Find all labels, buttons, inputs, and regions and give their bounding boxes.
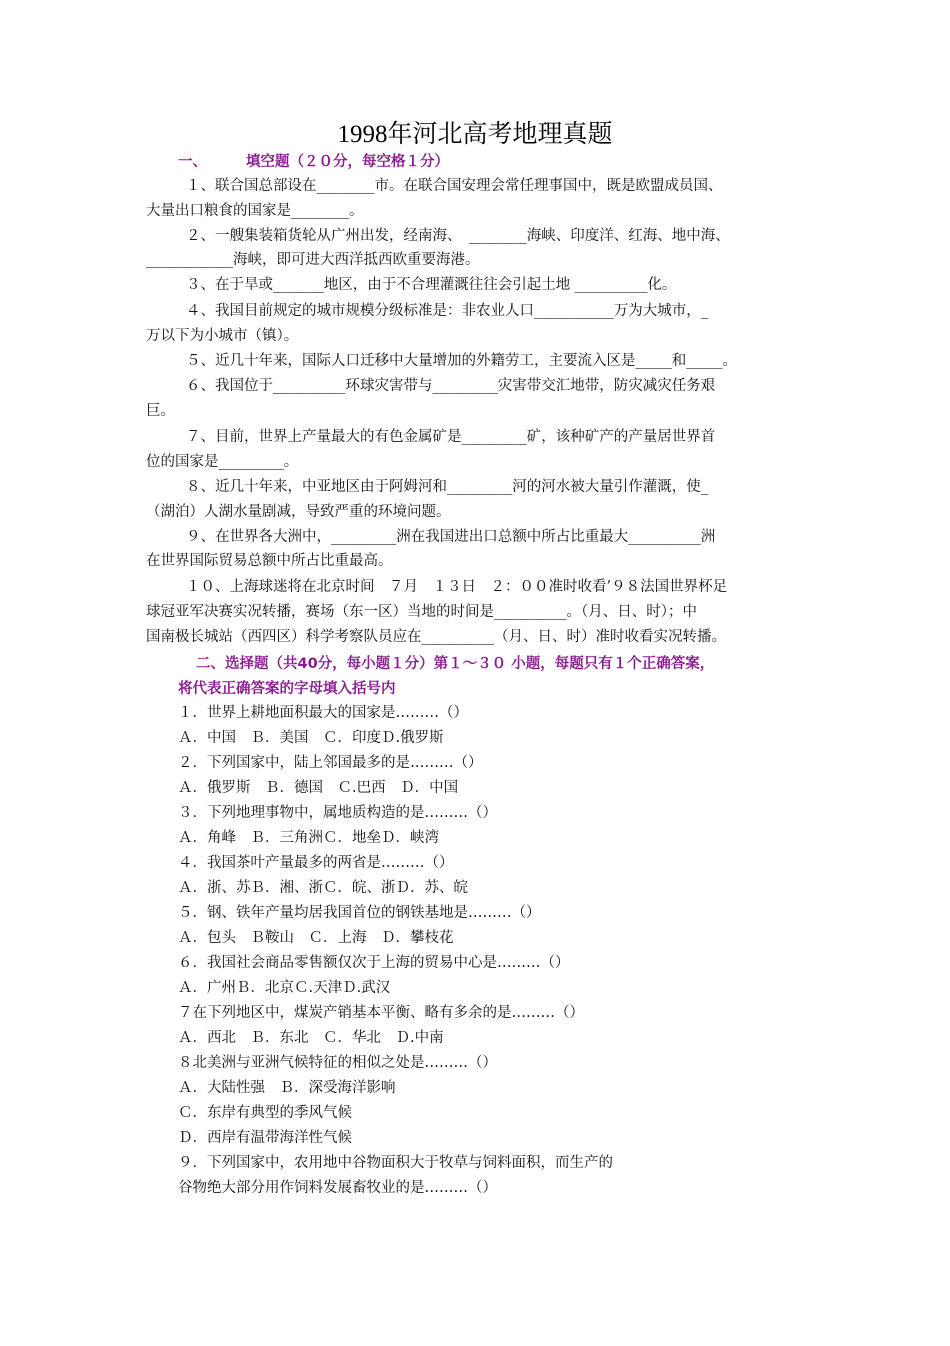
choice-question-3-options: Ａ．角峰 Ｂ．三角洲Ｃ．地垒Ｄ．峡湾 (178, 830, 439, 846)
choice-question-9-line-2: 谷物绝大部分用作饲料发展畜牧业的是………（） (178, 1180, 497, 1196)
choice-question-5: ５．钢、铁年产量均居我国首位的钢铁基地是………（） (178, 905, 541, 921)
choice-question-2: ２．下列国家中，陆上邻国最多的是………（） (178, 755, 483, 771)
choice-question-1: １．世界上耕地面积最大的国家是………（） (178, 705, 468, 721)
question-4-line-1: ４、我国目前规定的城市规模分级标准是：非农业人口___________万为大城市，_ (186, 303, 708, 319)
document-title: 1998年河北高考地理真题 (337, 121, 613, 148)
choice-question-4: ４．我国茶叶产量最多的两省是………（） (178, 855, 454, 871)
question-3-line-1: ３、在于旱或_______地区，由于不合理灌溉往往会引起土地 __________化。 (186, 277, 677, 293)
question-4-line-2: 万以下为小城市（镇）。 (146, 328, 299, 344)
question-6-line-1: ６、我国位于__________环球灾害带与_________灾害带交汇地带，防灾减灾任务艰 (186, 378, 716, 394)
choice-question-8-option-d: Ｄ．西岸有温带海洋性气候 (178, 1130, 352, 1146)
section-2-heading-line-1: 二、选择题（共40分，每小题１分）第１～３０ 小题，每题只有１个正确答案， (196, 656, 715, 672)
choice-question-2-options: Ａ．俄罗斯 Ｂ．德国 Ｃ.巴西 Ｄ．中国 (178, 780, 459, 796)
choice-question-1-options: Ａ．中国 Ｂ．美国 Ｃ．印度Ｄ.俄罗斯 (178, 730, 444, 746)
question-2-line-2: ____________海峡，即可进大西洋抵西欧重要海港。 (146, 252, 480, 268)
question-2-line-1: ２、一艘集装箱货轮从广州出发，经南海、 ________海峡、印度洋、红海、地中海、 (186, 228, 730, 244)
question-9-line-2: 在世界国际贸易总额中所占比重最高。 (146, 553, 393, 569)
section-1-number: 一、 (178, 154, 207, 170)
question-1-line-2: 大量出口粮食的国家是________。 (146, 203, 364, 219)
choice-question-7: ７在下列地区中，煤炭产销基本平衡、略有多余的是………（） (178, 1005, 584, 1021)
question-6-line-2: 巨。 (146, 403, 175, 419)
choice-question-8: ８北美洲与亚洲气候特征的相似之处是………（） (178, 1055, 497, 1071)
choice-question-8-options-ab: Ａ．大陆性强 Ｂ．深受海洋影响 (178, 1080, 396, 1096)
choice-question-8-option-c: Ｃ．东岸有典型的季风气候 (178, 1105, 352, 1121)
section-2-heading-line-2: 将代表正确答案的字母填入括号内 (178, 681, 396, 697)
choice-question-9-line-1: ９．下列国家中，农用地中谷物面积大于牧草与饲料面积，而生产的 (178, 1155, 613, 1171)
question-8-line-1: ８、近几十年来，中亚地区由于阿姆河和_________河的河水被大量引作灌溉，使_ (186, 479, 708, 495)
question-5-line-1: ５、近几十年来，国际人口迁移中大量增加的外籍劳工，主要流入区是_____和_____。 (186, 353, 737, 369)
choice-question-4-options: Ａ．浙、苏Ｂ．湘、浙Ｃ．皖、浙Ｄ．苏、皖 (178, 880, 468, 896)
question-7-line-2: 位的国家是_________。 (146, 454, 299, 470)
choice-question-3: ３．下列地理事物中，属地质构造的是………（） (178, 805, 497, 821)
choice-question-6-options: Ａ．广州Ｂ．北京Ｃ.天津Ｄ.武汉 (178, 980, 391, 996)
choice-question-7-options: Ａ．西北 Ｂ．东北 Ｃ．华北 Ｄ.中南 (178, 1030, 444, 1046)
question-10-line-2: 球冠亚军决赛实况转播，赛场（东一区）当地的时间是__________。（月、日、时）；中 (146, 604, 697, 620)
question-7-line-1: ７、目前，世界上产量最大的有色金属矿是_________矿，该种矿产的产量居世界首 (186, 429, 716, 445)
choice-question-5-options: Ａ．包头 Ｂ鞍山 Ｃ．上海 Ｄ．攀枝花 (178, 930, 454, 946)
section-1-heading: 填空题（２０分，每空格１分） (246, 154, 449, 170)
question-10-line-1: １０、上海球迷将在北京时间 ７月 １３日 ２：００准时收看’９８法国世界杯足 (186, 579, 728, 595)
question-9-line-1: ９、在世界各大洲中，_________洲在我国进出口总额中所占比重最大__________洲 (186, 529, 716, 545)
question-1-line-1: １、联合国总部设在________市。在联合国安理会常任理事国中，既是欧盟成员国、 (186, 178, 723, 194)
question-10-line-3: 国南极长城站（西四区）科学考察队员应在__________（月、日、时）准时收看实况转播。 (146, 629, 726, 645)
choice-question-6: ６．我国社会商品零售额仅次于上海的贸易中心是………（） (178, 955, 570, 971)
question-8-line-2: （湖泊）人湖水量剧减，导致严重的环境问题。 (146, 504, 451, 520)
